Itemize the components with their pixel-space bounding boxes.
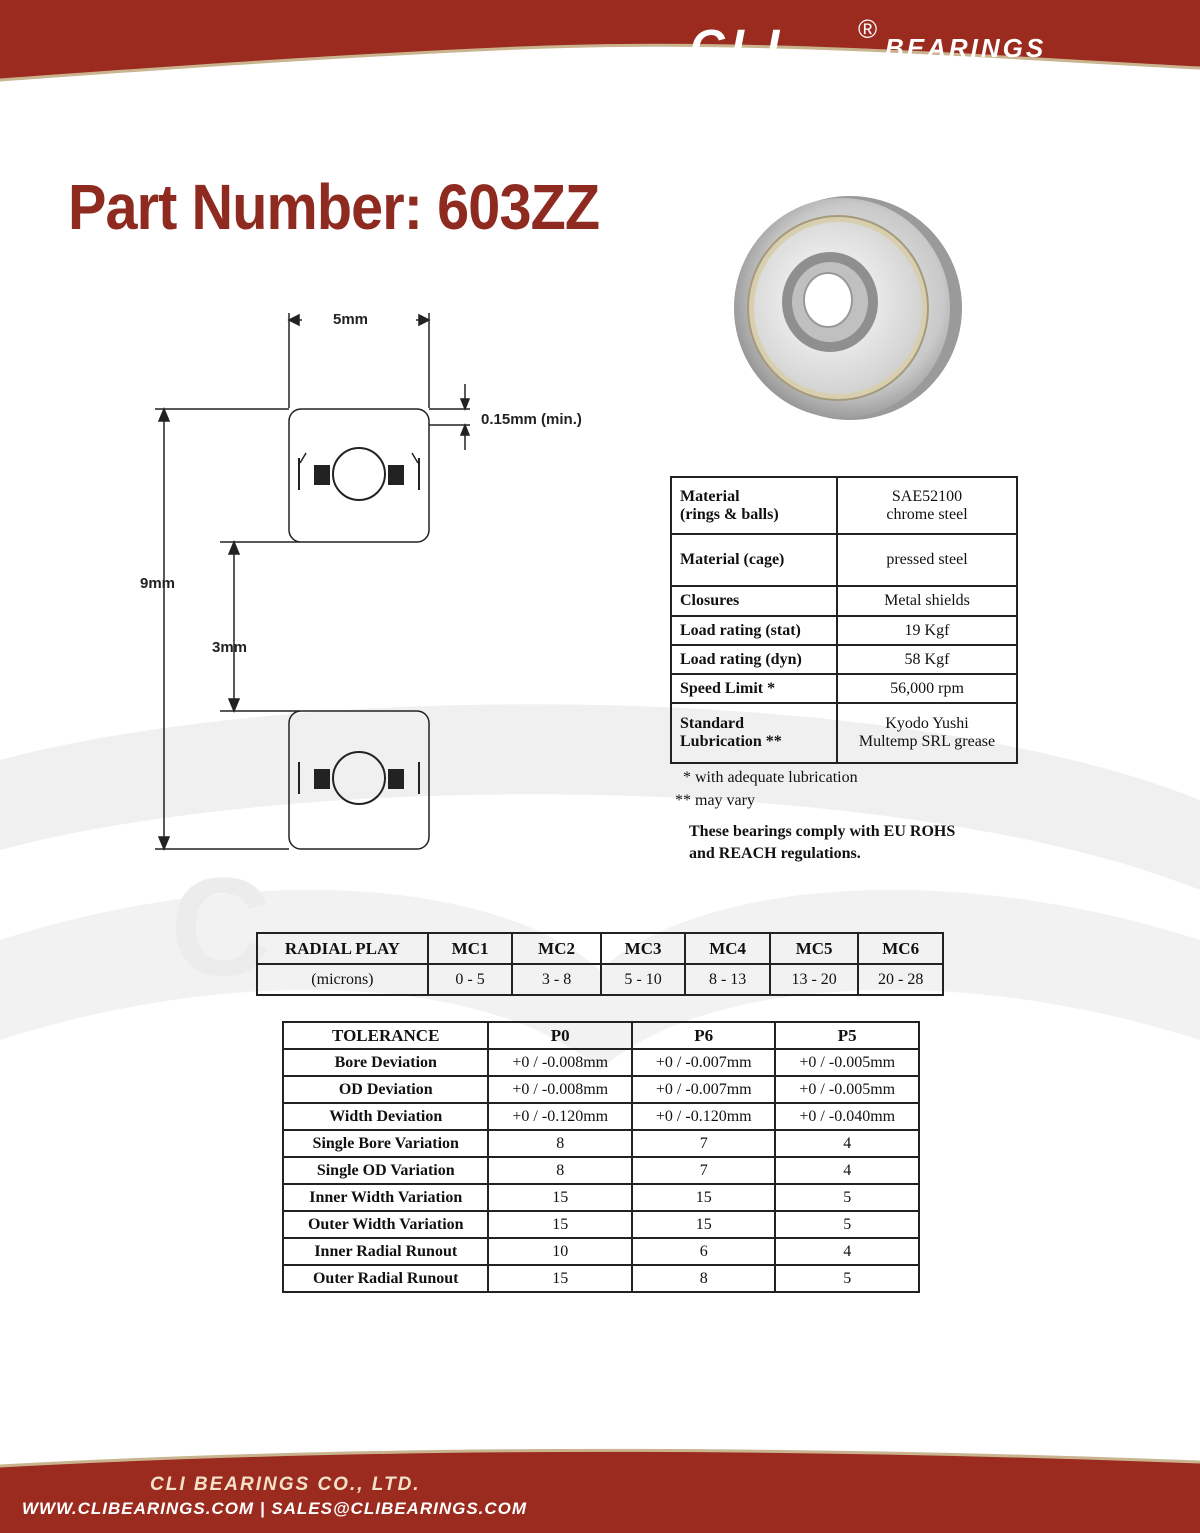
spec-key: Standard Lubrication **	[671, 703, 837, 763]
tolerance-label: Single OD Variation	[283, 1157, 488, 1184]
tolerance-row	[283, 1184, 919, 1211]
note-may-vary: ** may vary	[675, 792, 755, 809]
bore-dimension-label: 3mm	[212, 639, 248, 656]
tolerance-cell: 4	[775, 1130, 919, 1157]
radial-play-header: MC4	[685, 933, 770, 964]
compliance-note	[689, 821, 955, 865]
tolerance-label: Inner Radial Runout	[283, 1238, 488, 1265]
spec-row	[671, 703, 1017, 763]
spec-value: 19 Kgf	[837, 616, 1017, 645]
tolerance-row	[283, 1265, 919, 1292]
tolerance-cell: 15	[632, 1184, 776, 1211]
spec-value: pressed steel	[837, 534, 1017, 586]
tolerance-header: P0	[488, 1022, 632, 1049]
spec-row	[671, 586, 1017, 616]
tolerance-cell: +0 / -0.007mm	[632, 1049, 776, 1076]
tolerance-cell: 8	[488, 1157, 632, 1184]
tolerance-label: Inner Width Variation	[283, 1184, 488, 1211]
tolerance-cell: +0 / -0.008mm	[488, 1049, 632, 1076]
od-dimension-label: 9mm	[140, 575, 176, 592]
tolerance-cell: 4	[775, 1238, 919, 1265]
spec-value: Metal shields	[837, 586, 1017, 616]
radial-play-header: MC6	[858, 933, 943, 964]
tolerance-label: Outer Radial Runout	[283, 1265, 488, 1292]
spec-key: Load rating (dyn)	[671, 645, 837, 674]
radial-play-cell: 20 - 28	[858, 964, 943, 995]
tolerance-label: Outer Width Variation	[283, 1211, 488, 1238]
tolerance-cell: +0 / -0.007mm	[632, 1076, 776, 1103]
tolerance-cell: 8	[488, 1130, 632, 1157]
registered-mark: ®	[858, 14, 878, 44]
radial-play-header: RADIAL PLAY	[257, 933, 428, 964]
spec-row	[671, 477, 1017, 534]
dimension-drawing	[140, 308, 620, 858]
tolerance-row	[283, 1130, 919, 1157]
tolerance-row	[283, 1049, 919, 1076]
tolerance-header-row	[283, 1022, 919, 1049]
tolerance-cell: 5	[775, 1184, 919, 1211]
tolerance-cell: +0 / -0.005mm	[775, 1076, 919, 1103]
tolerance-cell: +0 / -0.008mm	[488, 1076, 632, 1103]
tolerance-cell: +0 / -0.005mm	[775, 1049, 919, 1076]
tolerance-label: Width Deviation	[283, 1103, 488, 1130]
chamfer-dimension-label: 0.15mm (min.)	[481, 411, 582, 428]
radial-play-header: MC5	[770, 933, 858, 964]
spec-row	[671, 616, 1017, 645]
specs-table	[670, 476, 1018, 764]
compliance-line-1: These bearings comply with EU ROHS	[689, 823, 956, 840]
radial-play-header: MC1	[428, 933, 513, 964]
tolerance-table	[282, 1021, 920, 1293]
note-lubrication: * with adequate lubrication	[683, 769, 858, 786]
spec-key: Load rating (stat)	[671, 616, 837, 645]
tolerance-cell: 8	[632, 1265, 776, 1292]
spec-value: SAE52100 chrome steel	[837, 477, 1017, 534]
tolerance-cell: +0 / -0.040mm	[775, 1103, 919, 1130]
tolerance-cell: 10	[488, 1238, 632, 1265]
radial-play-table	[256, 932, 944, 996]
tolerance-cell: 5	[775, 1265, 919, 1292]
tolerance-label: Bore Deviation	[283, 1049, 488, 1076]
spec-row	[671, 645, 1017, 674]
spec-value: 58 Kgf	[837, 645, 1017, 674]
tolerance-cell: 15	[632, 1211, 776, 1238]
spec-value: 56,000 rpm	[837, 674, 1017, 703]
radial-play-cell: 0 - 5	[428, 964, 513, 995]
radial-play-cell: 5 - 10	[601, 964, 686, 995]
tolerance-cell: 7	[632, 1157, 776, 1184]
footer-company: CLI BEARINGS CO., LTD.	[150, 1474, 421, 1495]
tolerance-label: Single Bore Variation	[283, 1130, 488, 1157]
tolerance-cell: 15	[488, 1184, 632, 1211]
tolerance-cell: 4	[775, 1157, 919, 1184]
spec-value: Kyodo Yushi Multemp SRL grease	[837, 703, 1017, 763]
radial-play-header: MC2	[512, 933, 600, 964]
tolerance-cell: +0 / -0.120mm	[488, 1103, 632, 1130]
tolerance-header: P5	[775, 1022, 919, 1049]
tolerance-row	[283, 1211, 919, 1238]
tolerance-row	[283, 1076, 919, 1103]
tolerance-row	[283, 1238, 919, 1265]
svg-text:C: C	[170, 848, 272, 1005]
brand-logo[interactable]: CLI	[690, 21, 786, 74]
radial-play-cell: 13 - 20	[770, 964, 858, 995]
tolerance-row	[283, 1103, 919, 1130]
page-title: Part Number: 603ZZ	[68, 171, 600, 243]
spec-row	[671, 534, 1017, 586]
spec-key: Closures	[671, 586, 837, 616]
compliance-line-2: and REACH regulations.	[689, 845, 861, 862]
tolerance-header: P6	[632, 1022, 776, 1049]
footer-contact[interactable]: WWW.CLIBEARINGS.COM | SALES@CLIBEARINGS.COM	[22, 1499, 528, 1518]
spec-key: Speed Limit *	[671, 674, 837, 703]
tolerance-label: OD Deviation	[283, 1076, 488, 1103]
width-dimension-label: 5mm	[333, 311, 369, 328]
tolerance-cell: 7	[632, 1130, 776, 1157]
tolerance-row	[283, 1157, 919, 1184]
brand-sub: BEARINGS	[885, 33, 1047, 63]
tolerance-header: TOLERANCE	[283, 1022, 488, 1049]
tolerance-cell: +0 / -0.120mm	[632, 1103, 776, 1130]
radial-play-header: MC3	[601, 933, 686, 964]
radial-play-cell: 3 - 8	[512, 964, 600, 995]
spec-row	[671, 674, 1017, 703]
bearing-photo	[730, 192, 964, 424]
spec-key: Material (rings & balls)	[671, 477, 837, 534]
radial-play-cell: 8 - 13	[685, 964, 770, 995]
tolerance-cell: 6	[632, 1238, 776, 1265]
tolerance-cell: 5	[775, 1211, 919, 1238]
radial-play-cell: (microns)	[257, 964, 428, 995]
tolerance-cell: 15	[488, 1211, 632, 1238]
tolerance-cell: 15	[488, 1265, 632, 1292]
spec-key: Material (cage)	[671, 534, 837, 586]
